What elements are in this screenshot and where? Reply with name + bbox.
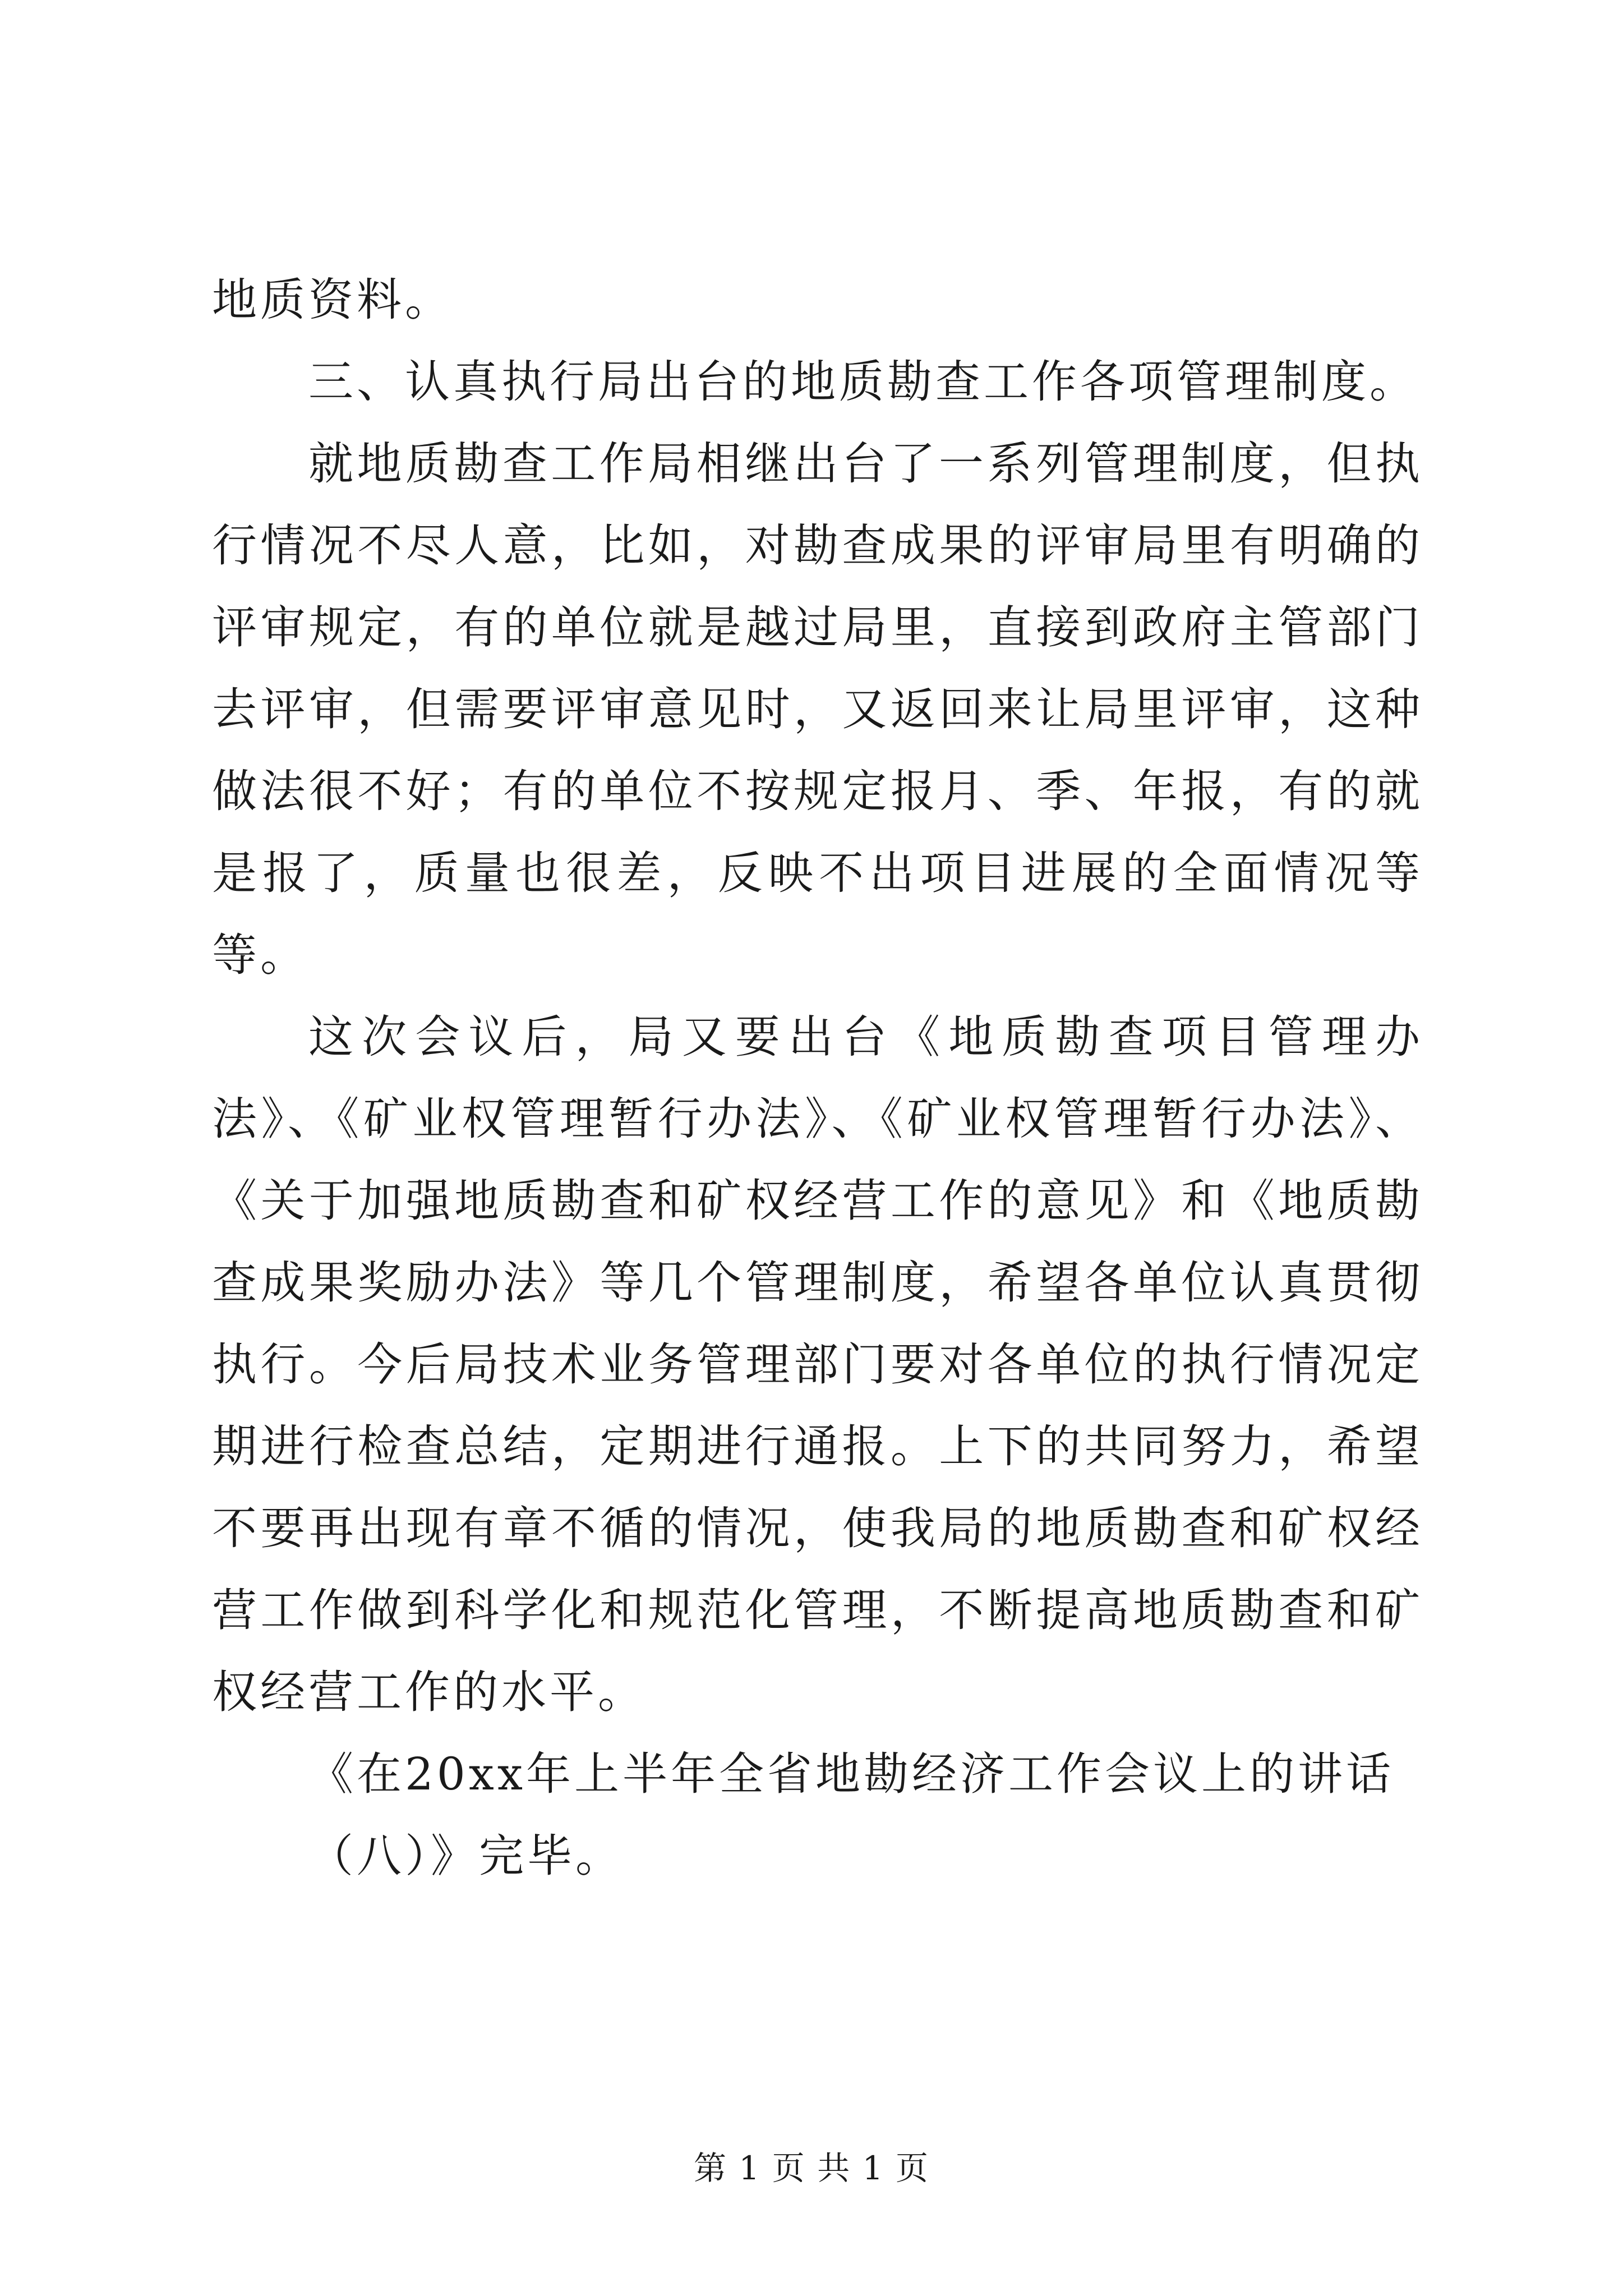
section-heading-three: 三、认真执行局出台的地质勘查工作各项管理制度。 [308, 356, 1418, 408]
document-body [212, 259, 1423, 1897]
closing-end-line: （八）》完毕。 [308, 1830, 624, 1882]
paragraph-new-regulations: 这次会议后，局又要出台《地质勘查项目管理办法》、《矿业权管理暂行办法》、《矿业权管理暂行办法》、《关于加强地质勘查和矿权经营工作的意见》和《地质勘查成果奖励办法》等几个管理制度，希望各单位认真贯彻执行。今后局技术业务管理部门要对各单位的执行情况定期进行检查总结，定期进行通报。上下的共同努力，希望不要再出现有章不循的情况，使我局的地质勘查和矿权经营工作做到科学化和规范化管理，不断提高地质勘查和矿权经营工作的水平。 [212, 1011, 1423, 1718]
page-number-footer: 第 1 页 共 1 页 [694, 2149, 929, 2187]
closing-title-line: 《在20xx年上半年全省地勘经济工作会议上的讲话 [308, 1748, 1395, 1800]
paragraph-continuation: 地质资料。 [212, 274, 453, 326]
paragraph-execution-status: 就地质勘查工作局相继出台了一系列管理制度，但执行情况不尽人意，比如，对勘查成果的评审局里有明确的评审规定，有的单位就是越过局里，直接到政府主管部门去评审，但需要评审意见时，又返回来让局里评审，这种做法很不好；有的单位不按规定报月、季、年报，有的就是报了，质量也很差，反映不出项目进展的全面情况等等。 [212, 438, 1423, 981]
